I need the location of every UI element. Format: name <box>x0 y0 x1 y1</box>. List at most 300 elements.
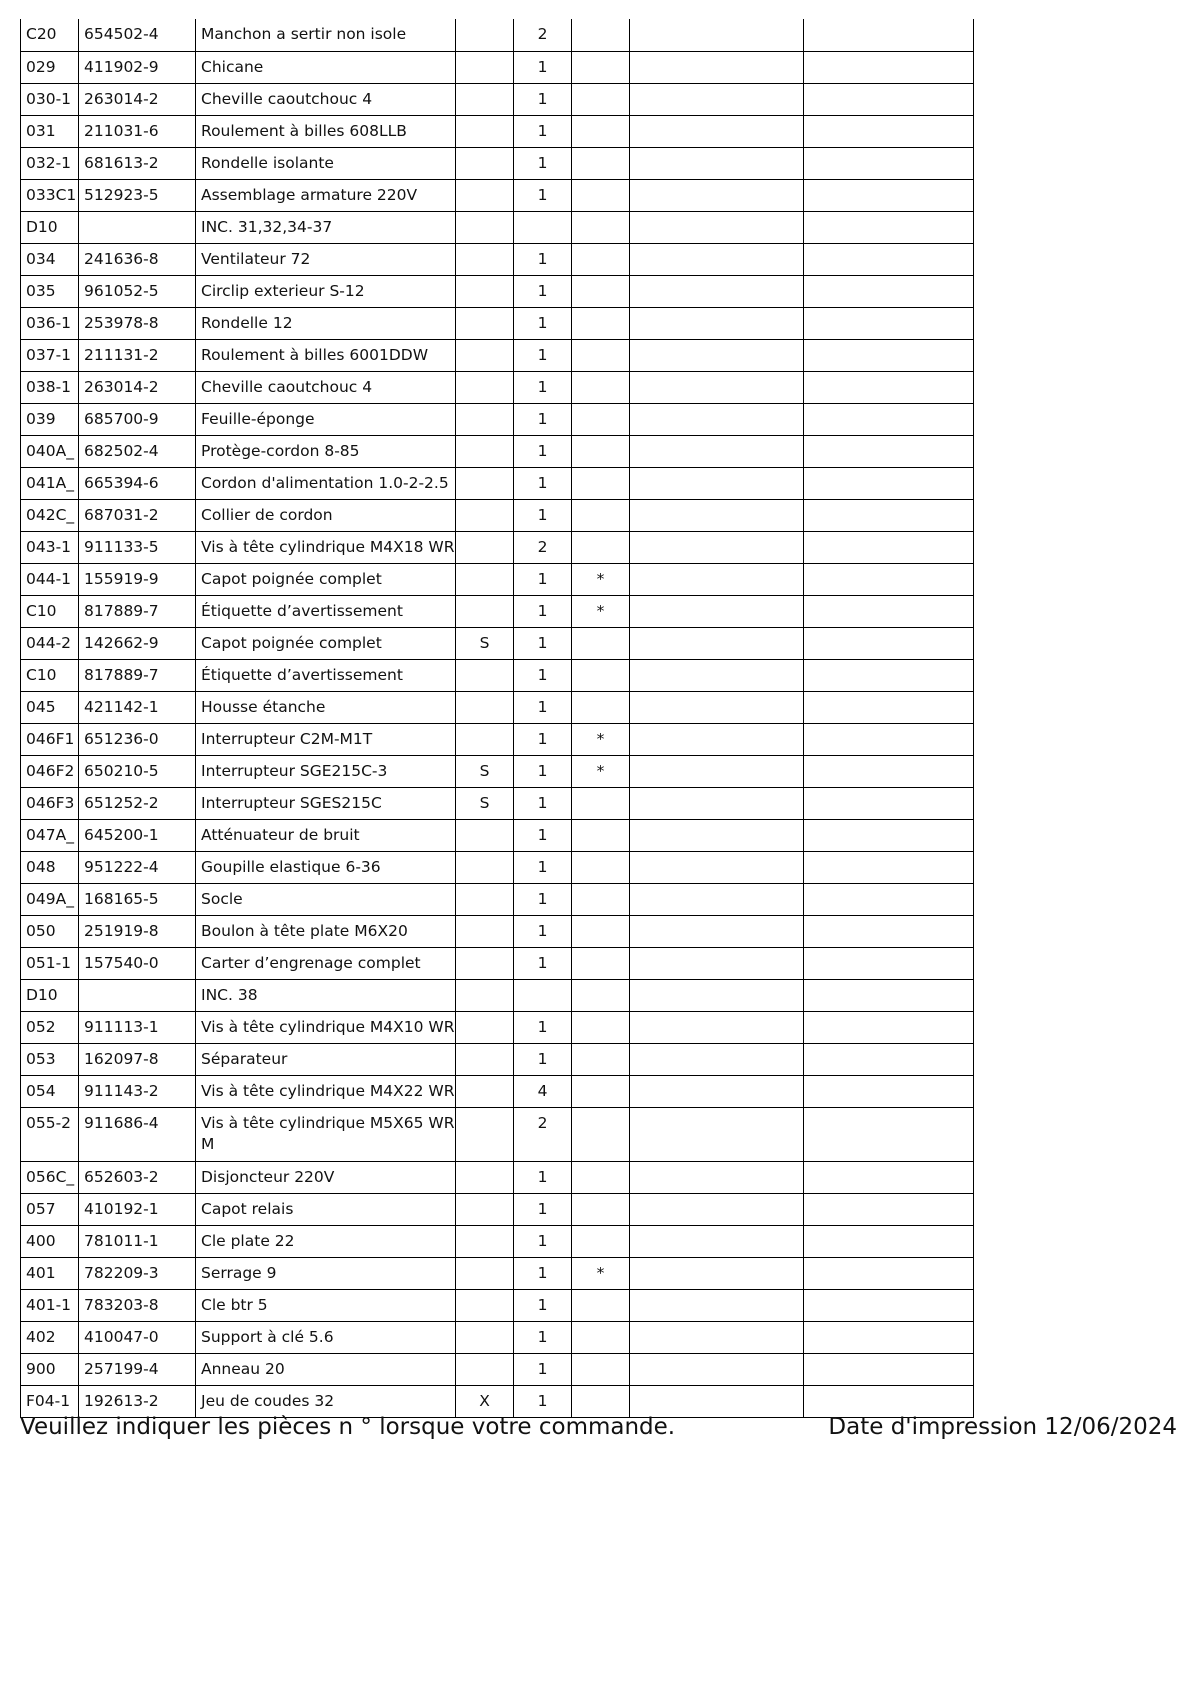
blank-cell <box>630 595 804 627</box>
blank-cell <box>804 819 974 851</box>
table-row <box>21 1161 974 1193</box>
part-no-cell: 645200-1 <box>79 819 196 851</box>
part-no-cell: 782209-3 <box>79 1257 196 1289</box>
part-no-cell: 681613-2 <box>79 147 196 179</box>
quantity-cell: 1 <box>514 1225 572 1257</box>
mark-cell <box>572 467 630 499</box>
item-no-cell: 045 <box>21 691 79 723</box>
table-row <box>21 723 974 755</box>
mark-cell <box>572 691 630 723</box>
description-cell: Support à clé 5.6 <box>196 1321 456 1353</box>
blank-cell <box>630 403 804 435</box>
quantity-cell: 1 <box>514 147 572 179</box>
mark-cell <box>572 851 630 883</box>
note-cell <box>456 1193 514 1225</box>
table-row <box>21 371 974 403</box>
blank-cell <box>804 1193 974 1225</box>
table-row <box>21 755 974 787</box>
part-no-cell: 410192-1 <box>79 1193 196 1225</box>
item-no-cell: 032-1 <box>21 147 79 179</box>
table-row <box>21 883 974 915</box>
mark-cell <box>572 83 630 115</box>
mark-cell <box>572 499 630 531</box>
blank-cell <box>804 435 974 467</box>
blank-cell <box>630 1193 804 1225</box>
description-cell: Carter d’engrenage complet <box>196 947 456 979</box>
item-no-cell: 057 <box>21 1193 79 1225</box>
quantity-cell: 1 <box>514 851 572 883</box>
note-cell <box>456 947 514 979</box>
part-no-cell <box>79 979 196 1011</box>
blank-cell <box>804 339 974 371</box>
description-cell: Protège-cordon 8-85 <box>196 435 456 467</box>
blank-cell <box>804 563 974 595</box>
part-no-cell: 410047-0 <box>79 1321 196 1353</box>
part-no-cell: 654502-4 <box>79 19 196 51</box>
blank-cell <box>804 691 974 723</box>
blank-cell <box>630 1075 804 1107</box>
description-cell: Étiquette d’avertissement <box>196 659 456 691</box>
note-cell <box>456 403 514 435</box>
quantity-cell: 1 <box>514 627 572 659</box>
mark-cell <box>572 947 630 979</box>
description-cell: Rondelle isolante <box>196 147 456 179</box>
description-cell: Goupille elastique 6-36 <box>196 851 456 883</box>
quantity-cell: 1 <box>514 499 572 531</box>
item-no-cell: D10 <box>21 211 79 243</box>
description-cell: Cheville caoutchouc 4 <box>196 83 456 115</box>
blank-cell <box>804 1043 974 1075</box>
note-cell <box>456 51 514 83</box>
quantity-cell: 1 <box>514 787 572 819</box>
quantity-cell <box>514 979 572 1011</box>
quantity-cell: 1 <box>514 1161 572 1193</box>
part-no-cell: 911686-4 <box>79 1107 196 1161</box>
blank-cell <box>630 467 804 499</box>
quantity-cell: 1 <box>514 1193 572 1225</box>
blank-cell <box>630 1011 804 1043</box>
table-row <box>21 691 974 723</box>
blank-cell <box>804 659 974 691</box>
part-no-cell: 682502-4 <box>79 435 196 467</box>
blank-cell <box>630 19 804 51</box>
blank-cell <box>804 595 974 627</box>
blank-cell <box>804 1353 974 1385</box>
part-no-cell: 162097-8 <box>79 1043 196 1075</box>
description-cell: Atténuateur de bruit <box>196 819 456 851</box>
blank-cell <box>630 1289 804 1321</box>
mark-cell <box>572 1043 630 1075</box>
note-cell <box>456 1225 514 1257</box>
quantity-cell: 1 <box>514 1257 572 1289</box>
description-cell: Vis à tête cylindrique M4X18 WR <box>196 531 456 563</box>
part-no-cell: 651236-0 <box>79 723 196 755</box>
note-cell <box>456 1321 514 1353</box>
blank-cell <box>804 179 974 211</box>
mark-cell <box>572 819 630 851</box>
mark-cell <box>572 339 630 371</box>
note-cell: S <box>456 755 514 787</box>
item-no-cell: 038-1 <box>21 371 79 403</box>
mark-cell <box>572 403 630 435</box>
part-no-cell: 411902-9 <box>79 51 196 83</box>
quantity-cell: 1 <box>514 115 572 147</box>
parts-table-body <box>21 19 974 1417</box>
note-cell <box>456 435 514 467</box>
table-row <box>21 851 974 883</box>
mark-cell <box>572 51 630 83</box>
table-row <box>21 1257 974 1289</box>
blank-cell <box>630 851 804 883</box>
item-no-cell: 401-1 <box>21 1289 79 1321</box>
item-no-cell: 044-2 <box>21 627 79 659</box>
table-row <box>21 1107 974 1161</box>
quantity-cell: 1 <box>514 659 572 691</box>
print-date: Date d'impression 12/06/2024 <box>828 1414 1177 1440</box>
quantity-cell: 1 <box>514 691 572 723</box>
note-cell <box>456 819 514 851</box>
blank-cell <box>804 243 974 275</box>
description-cell: Interrupteur SGE215C-3 <box>196 755 456 787</box>
mark-cell <box>572 1353 630 1385</box>
quantity-cell: 1 <box>514 339 572 371</box>
quantity-cell: 2 <box>514 531 572 563</box>
blank-cell <box>804 915 974 947</box>
mark-cell <box>572 243 630 275</box>
description-cell: Cle plate 22 <box>196 1225 456 1257</box>
part-no-cell: 817889-7 <box>79 595 196 627</box>
note-cell <box>456 211 514 243</box>
blank-cell <box>804 115 974 147</box>
mark-cell <box>572 883 630 915</box>
quantity-cell: 1 <box>514 1385 572 1417</box>
mark-cell <box>572 979 630 1011</box>
mark-cell <box>572 115 630 147</box>
quantity-cell: 1 <box>514 307 572 339</box>
part-no-cell: 911113-1 <box>79 1011 196 1043</box>
item-no-cell: 039 <box>21 403 79 435</box>
part-no-cell: 911143-2 <box>79 1075 196 1107</box>
item-no-cell: 052 <box>21 1011 79 1043</box>
part-no-cell: 512923-5 <box>79 179 196 211</box>
blank-cell <box>804 51 974 83</box>
blank-cell <box>804 851 974 883</box>
quantity-cell: 1 <box>514 1289 572 1321</box>
item-no-cell: 044-1 <box>21 563 79 595</box>
part-no-cell: 241636-8 <box>79 243 196 275</box>
description-cell: Cordon d'alimentation 1.0-2-2.5 <box>196 467 456 499</box>
note-cell <box>456 1011 514 1043</box>
blank-cell <box>804 83 974 115</box>
item-no-cell: 033C1 <box>21 179 79 211</box>
description-cell: Rondelle 12 <box>196 307 456 339</box>
blank-cell <box>630 659 804 691</box>
part-no-cell <box>79 211 196 243</box>
description-cell: Jeu de coudes 32 <box>196 1385 456 1417</box>
description-cell: Boulon à tête plate M6X20 <box>196 915 456 947</box>
table-row <box>21 467 974 499</box>
note-cell <box>456 243 514 275</box>
part-no-cell: 651252-2 <box>79 787 196 819</box>
table-row <box>21 339 974 371</box>
mark-cell <box>572 19 630 51</box>
note-cell <box>456 1289 514 1321</box>
item-no-cell: 053 <box>21 1043 79 1075</box>
blank-cell <box>630 1257 804 1289</box>
item-no-cell: 402 <box>21 1321 79 1353</box>
quantity-cell: 1 <box>514 467 572 499</box>
quantity-cell: 1 <box>514 723 572 755</box>
note-cell <box>456 979 514 1011</box>
description-cell: Capot relais <box>196 1193 456 1225</box>
note-cell <box>456 851 514 883</box>
description-cell: Interrupteur SGES215C <box>196 787 456 819</box>
description-cell: INC. 31,32,34-37 <box>196 211 456 243</box>
part-no-cell: 783203-8 <box>79 1289 196 1321</box>
blank-cell <box>804 723 974 755</box>
note-cell <box>456 659 514 691</box>
description-cell: Chicane <box>196 51 456 83</box>
mark-cell: * <box>572 755 630 787</box>
quantity-cell: 1 <box>514 179 572 211</box>
item-no-cell: C10 <box>21 595 79 627</box>
table-row <box>21 627 974 659</box>
note-cell <box>456 339 514 371</box>
part-no-cell: 817889-7 <box>79 659 196 691</box>
quantity-cell: 1 <box>514 403 572 435</box>
part-no-cell: 211131-2 <box>79 339 196 371</box>
table-row <box>21 531 974 563</box>
mark-cell <box>572 275 630 307</box>
quantity-cell: 1 <box>514 1321 572 1353</box>
description-cell: Collier de cordon <box>196 499 456 531</box>
table-row <box>21 1321 974 1353</box>
mark-cell <box>572 1321 630 1353</box>
table-row <box>21 115 974 147</box>
description-cell: Feuille-éponge <box>196 403 456 435</box>
note-cell <box>456 371 514 403</box>
blank-cell <box>804 403 974 435</box>
table-row <box>21 275 974 307</box>
table-row <box>21 659 974 691</box>
quantity-cell: 1 <box>514 563 572 595</box>
quantity-cell: 1 <box>514 243 572 275</box>
part-no-cell: 257199-4 <box>79 1353 196 1385</box>
blank-cell <box>630 1321 804 1353</box>
quantity-cell: 2 <box>514 19 572 51</box>
note-cell <box>456 83 514 115</box>
mark-cell <box>572 1193 630 1225</box>
blank-cell <box>630 947 804 979</box>
description-cell: Ventilateur 72 <box>196 243 456 275</box>
item-no-cell: 400 <box>21 1225 79 1257</box>
table-row <box>21 787 974 819</box>
table-row <box>21 915 974 947</box>
part-no-cell: 665394-6 <box>79 467 196 499</box>
mark-cell: * <box>572 723 630 755</box>
description-cell: Socle <box>196 883 456 915</box>
mark-cell <box>572 147 630 179</box>
blank-cell <box>804 19 974 51</box>
blank-cell <box>630 1225 804 1257</box>
part-no-cell: 263014-2 <box>79 371 196 403</box>
mark-cell <box>572 1161 630 1193</box>
blank-cell <box>804 1011 974 1043</box>
note-cell: S <box>456 627 514 659</box>
blank-cell <box>630 307 804 339</box>
note-cell <box>456 691 514 723</box>
quantity-cell: 1 <box>514 947 572 979</box>
description-cell: Vis à tête cylindrique M4X10 WR <box>196 1011 456 1043</box>
description-cell: Circlip exterieur S-12 <box>196 275 456 307</box>
blank-cell <box>630 1107 804 1161</box>
table-row <box>21 1353 974 1385</box>
description-cell: Interrupteur C2M-M1T <box>196 723 456 755</box>
mark-cell <box>572 371 630 403</box>
blank-cell <box>630 1043 804 1075</box>
quantity-cell: 1 <box>514 51 572 83</box>
quantity-cell: 1 <box>514 1011 572 1043</box>
description-cell: Capot poignée complet <box>196 627 456 659</box>
mark-cell: * <box>572 595 630 627</box>
blank-cell <box>804 1257 974 1289</box>
table-row <box>21 19 974 51</box>
item-no-cell: 041A_ <box>21 467 79 499</box>
part-no-cell: 251919-8 <box>79 915 196 947</box>
blank-cell <box>804 1289 974 1321</box>
note-cell <box>456 595 514 627</box>
table-row <box>21 1193 974 1225</box>
mark-cell <box>572 1075 630 1107</box>
mark-cell <box>572 307 630 339</box>
blank-cell <box>804 1321 974 1353</box>
note-cell <box>456 1161 514 1193</box>
blank-cell <box>630 563 804 595</box>
table-row <box>21 243 974 275</box>
table-row <box>21 819 974 851</box>
note-cell <box>456 1107 514 1161</box>
note-cell <box>456 1353 514 1385</box>
blank-cell <box>804 531 974 563</box>
part-no-cell: 911133-5 <box>79 531 196 563</box>
quantity-cell: 1 <box>514 435 572 467</box>
description-cell: Séparateur <box>196 1043 456 1075</box>
item-no-cell: 046F1 <box>21 723 79 755</box>
description-cell: Assemblage armature 220V <box>196 179 456 211</box>
item-no-cell: 049A_ <box>21 883 79 915</box>
note-cell <box>456 115 514 147</box>
blank-cell <box>804 947 974 979</box>
mark-cell <box>572 1011 630 1043</box>
part-no-cell: 192613-2 <box>79 1385 196 1417</box>
blank-cell <box>630 115 804 147</box>
note-cell <box>456 467 514 499</box>
item-no-cell: 037-1 <box>21 339 79 371</box>
part-no-cell: 652603-2 <box>79 1161 196 1193</box>
blank-cell <box>630 179 804 211</box>
mark-cell <box>572 787 630 819</box>
order-instruction-note: Veuillez indiquer les pièces n ° lorsque votre commande. <box>20 1414 676 1440</box>
table-row <box>21 1225 974 1257</box>
blank-cell <box>804 755 974 787</box>
description-cell: Vis à tête cylindrique M4X22 WR <box>196 1075 456 1107</box>
part-no-cell: 687031-2 <box>79 499 196 531</box>
blank-cell <box>630 691 804 723</box>
table-row <box>21 499 974 531</box>
blank-cell <box>630 275 804 307</box>
note-cell <box>456 19 514 51</box>
mark-cell <box>572 627 630 659</box>
note-cell: X <box>456 1385 514 1417</box>
part-no-cell: 142662-9 <box>79 627 196 659</box>
table-row <box>21 307 974 339</box>
blank-cell <box>804 979 974 1011</box>
item-no-cell: D10 <box>21 979 79 1011</box>
item-no-cell: 050 <box>21 915 79 947</box>
item-no-cell: 900 <box>21 1353 79 1385</box>
description-cell: Disjoncteur 220V <box>196 1161 456 1193</box>
item-no-cell: 055-2 <box>21 1107 79 1161</box>
blank-cell <box>630 211 804 243</box>
quantity-cell: 1 <box>514 819 572 851</box>
description-cell: Roulement à billes 6001DDW <box>196 339 456 371</box>
table-row <box>21 1075 974 1107</box>
blank-cell <box>630 147 804 179</box>
note-cell <box>456 1075 514 1107</box>
item-no-cell: 040A_ <box>21 435 79 467</box>
item-no-cell: 047A_ <box>21 819 79 851</box>
mark-cell <box>572 659 630 691</box>
item-no-cell: 051-1 <box>21 947 79 979</box>
description-cell: Roulement à billes 608LLB <box>196 115 456 147</box>
part-no-cell: 951222-4 <box>79 851 196 883</box>
item-no-cell: C10 <box>21 659 79 691</box>
item-no-cell: 046F3 <box>21 787 79 819</box>
part-no-cell: 253978-8 <box>79 307 196 339</box>
blank-cell <box>804 1107 974 1161</box>
item-no-cell: 035 <box>21 275 79 307</box>
blank-cell <box>630 435 804 467</box>
blank-cell <box>804 1161 974 1193</box>
quantity-cell: 1 <box>514 755 572 787</box>
item-no-cell: 036-1 <box>21 307 79 339</box>
note-cell <box>456 723 514 755</box>
blank-cell <box>630 499 804 531</box>
description-cell: Housse étanche <box>196 691 456 723</box>
blank-cell <box>804 883 974 915</box>
description-cell: Capot poignée complet <box>196 563 456 595</box>
blank-cell <box>804 467 974 499</box>
mark-cell <box>572 1107 630 1161</box>
table-row <box>21 1043 974 1075</box>
blank-cell <box>804 211 974 243</box>
table-row <box>21 947 974 979</box>
blank-cell <box>630 755 804 787</box>
item-no-cell: F04-1 <box>21 1385 79 1417</box>
item-no-cell: 054 <box>21 1075 79 1107</box>
parts-table <box>20 19 974 1418</box>
mark-cell <box>572 435 630 467</box>
mark-cell: * <box>572 1257 630 1289</box>
item-no-cell: 030-1 <box>21 83 79 115</box>
blank-cell <box>804 147 974 179</box>
blank-cell <box>630 531 804 563</box>
note-cell <box>456 531 514 563</box>
blank-cell <box>804 371 974 403</box>
part-no-cell: 155919-9 <box>79 563 196 595</box>
note-cell <box>456 1257 514 1289</box>
quantity-cell: 1 <box>514 371 572 403</box>
